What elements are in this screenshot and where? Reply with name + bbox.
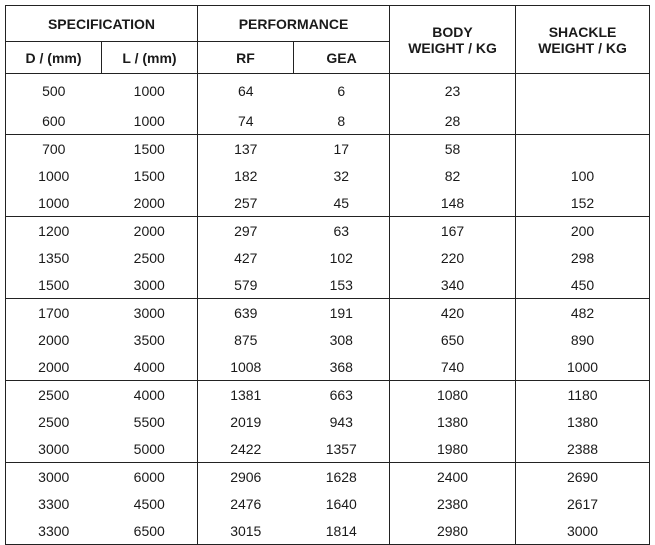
d-mm-cell: 1000 <box>6 190 102 217</box>
body-weight-cell: 28 <box>390 108 516 135</box>
table-row <box>6 299 650 327</box>
gea-cell: 1640 <box>294 491 390 518</box>
shackle-weight-cell: 200 <box>516 217 650 245</box>
gea-cell: 1814 <box>294 518 390 545</box>
body-weight-cell: 420 <box>390 299 516 327</box>
shackle-weight-cell: 1380 <box>516 409 650 436</box>
gea-cell: 368 <box>294 354 390 381</box>
rf-cell: 875 <box>234 332 258 348</box>
body-weight-cell: 1080 <box>390 381 516 409</box>
performance-header: PERFORMANCE <box>198 6 390 42</box>
table-row <box>6 436 650 463</box>
l-mm-cell: 5500 <box>102 409 198 436</box>
table-body <box>6 74 650 545</box>
body-weight-cell: 2380 <box>390 491 516 518</box>
shackle-weight-cell <box>516 108 650 135</box>
table-row <box>6 354 650 381</box>
rf-cell: 3015 <box>198 518 294 545</box>
table-row <box>6 518 650 545</box>
d-mm-cell: 600 <box>6 108 102 135</box>
l-mm-cell: 1500 <box>102 135 198 163</box>
table-row <box>6 409 650 436</box>
gea-header: GEA <box>294 42 390 74</box>
l-mm-cell: 6000 <box>102 463 198 491</box>
l-mm-cell: 2000 <box>102 190 198 217</box>
shackle-weight-cell: 482 <box>516 299 650 327</box>
shackle-weight-cell: 3000 <box>516 518 650 545</box>
table-row <box>6 245 650 272</box>
body-weight-cell: 220 <box>390 245 516 272</box>
gea-cell: 32 <box>294 163 390 190</box>
shackle-weight-cell: 2388 <box>516 436 650 463</box>
body-weight-header-line1: BODY <box>432 23 473 40</box>
rf-cell: 427 <box>234 250 258 266</box>
rf-header: RF <box>198 42 294 74</box>
body-weight-cell: 23 <box>390 74 516 108</box>
rf-cell: 74 <box>237 112 254 129</box>
body-weight-cell: 1980 <box>390 436 516 463</box>
body-weight-cell: 740 <box>390 354 516 381</box>
shackle-weight-cell: 298 <box>516 245 650 272</box>
l-mm-cell: 3500 <box>102 327 198 354</box>
rf-cell: 137 <box>198 135 294 163</box>
l-mm-cell: 4000 <box>102 354 198 381</box>
table-row <box>6 381 650 409</box>
l-mm-cell: 3000 <box>102 272 198 299</box>
l-mm-cell: 1500 <box>102 163 198 190</box>
l-mm-cell: 3000 <box>102 299 198 327</box>
shackle-weight-cell <box>516 74 650 108</box>
l-mm-cell: 5000 <box>102 436 198 463</box>
body-weight-cell: 148 <box>390 190 516 217</box>
d-mm-cell: 1350 <box>6 245 102 272</box>
d-mm-cell: 1700 <box>6 299 102 327</box>
specification-table <box>5 5 650 545</box>
body-weight-header-line2: WEIGHT / KG <box>408 39 497 56</box>
rf-cell: 2906 <box>198 463 294 491</box>
table-row <box>6 163 650 190</box>
gea-cell: 8 <box>294 108 390 135</box>
rf-cell: 1381 <box>198 381 294 409</box>
shackle-weight-cell <box>516 135 650 163</box>
gea-cell: 1357 <box>294 436 390 463</box>
table-row <box>6 327 650 354</box>
rf-cell: 1008 <box>230 358 262 375</box>
shackle-weight-cell: 1000 <box>516 354 650 381</box>
d-mm-cell: 2500 <box>6 381 102 409</box>
shackle-weight-cell: 2690 <box>516 463 650 491</box>
shackle-weight-cell: 450 <box>516 272 650 299</box>
rf-cell: 2019 <box>230 414 262 430</box>
body-weight-cell: 58 <box>390 135 516 163</box>
l-mm-cell: 6500 <box>102 518 198 545</box>
rf-cell: 2422 <box>230 440 262 457</box>
l-mm-cell: 4500 <box>102 491 198 518</box>
l-mm-cell: 4000 <box>102 381 198 409</box>
d-mm-cell: 700 <box>6 135 102 163</box>
l-mm-header: L / (mm) <box>102 42 198 74</box>
gea-cell: 45 <box>294 190 390 217</box>
d-mm-cell: 3000 <box>6 463 102 491</box>
rf-cell: 639 <box>198 299 294 327</box>
gea-cell: 102 <box>294 245 390 272</box>
rf-cell: 64 <box>198 74 294 108</box>
body-weight-cell: 167 <box>390 217 516 245</box>
d-mm-cell: 2000 <box>6 354 102 381</box>
table-row <box>6 217 650 245</box>
d-mm-cell: 2000 <box>6 327 102 354</box>
d-mm-header: D / (mm) <box>6 42 102 74</box>
rf-cell: 2476 <box>230 496 262 512</box>
gea-cell: 6 <box>294 74 390 108</box>
shackle-weight-header-line2: WEIGHT / KG <box>538 39 627 56</box>
body-weight-cell: 2980 <box>390 518 516 545</box>
rf-cell: 579 <box>234 276 258 293</box>
d-mm-cell: 3300 <box>6 518 102 545</box>
body-weight-cell: 650 <box>390 327 516 354</box>
d-mm-cell: 1200 <box>6 217 102 245</box>
gea-cell: 663 <box>294 381 390 409</box>
d-mm-cell: 2500 <box>6 409 102 436</box>
body-weight-cell: 82 <box>390 163 516 190</box>
l-mm-cell: 2000 <box>102 217 198 245</box>
table-row <box>6 135 650 163</box>
d-mm-cell: 3000 <box>6 436 102 463</box>
gea-cell: 17 <box>294 135 390 163</box>
table-row <box>6 108 650 135</box>
table-row <box>6 74 650 108</box>
gea-cell: 153 <box>294 272 390 299</box>
rf-cell: 257 <box>234 194 258 211</box>
rf-cell: 297 <box>198 217 294 245</box>
gea-cell: 191 <box>294 299 390 327</box>
table-row <box>6 190 650 217</box>
shackle-weight-cell: 890 <box>516 327 650 354</box>
table-row <box>6 272 650 299</box>
body-weight-cell: 2400 <box>390 463 516 491</box>
shackle-weight-cell: 152 <box>516 190 650 217</box>
shackle-weight-header <box>516 6 650 74</box>
specification-header: SPECIFICATION <box>6 6 198 42</box>
shackle-weight-cell: 1180 <box>516 381 650 409</box>
d-mm-cell: 1000 <box>6 163 102 190</box>
shackle-weight-cell: 100 <box>516 163 650 190</box>
gea-cell: 308 <box>294 327 390 354</box>
d-mm-cell: 500 <box>6 74 102 108</box>
shackle-weight-cell: 2617 <box>516 491 650 518</box>
gea-cell: 1628 <box>294 463 390 491</box>
body-weight-header <box>390 6 516 74</box>
shackle-weight-header-line1: SHACKLE <box>548 23 617 40</box>
gea-cell: 943 <box>294 409 390 436</box>
d-mm-cell: 1500 <box>6 272 102 299</box>
l-mm-cell: 1000 <box>102 108 198 135</box>
table-row <box>6 463 650 491</box>
body-weight-cell: 1380 <box>390 409 516 436</box>
l-mm-cell: 2500 <box>102 245 198 272</box>
rf-cell: 182 <box>234 168 258 184</box>
d-mm-cell: 3300 <box>6 491 102 518</box>
body-weight-cell: 340 <box>390 272 516 299</box>
table-row <box>6 491 650 518</box>
gea-cell: 63 <box>294 217 390 245</box>
l-mm-cell: 1000 <box>102 74 198 108</box>
